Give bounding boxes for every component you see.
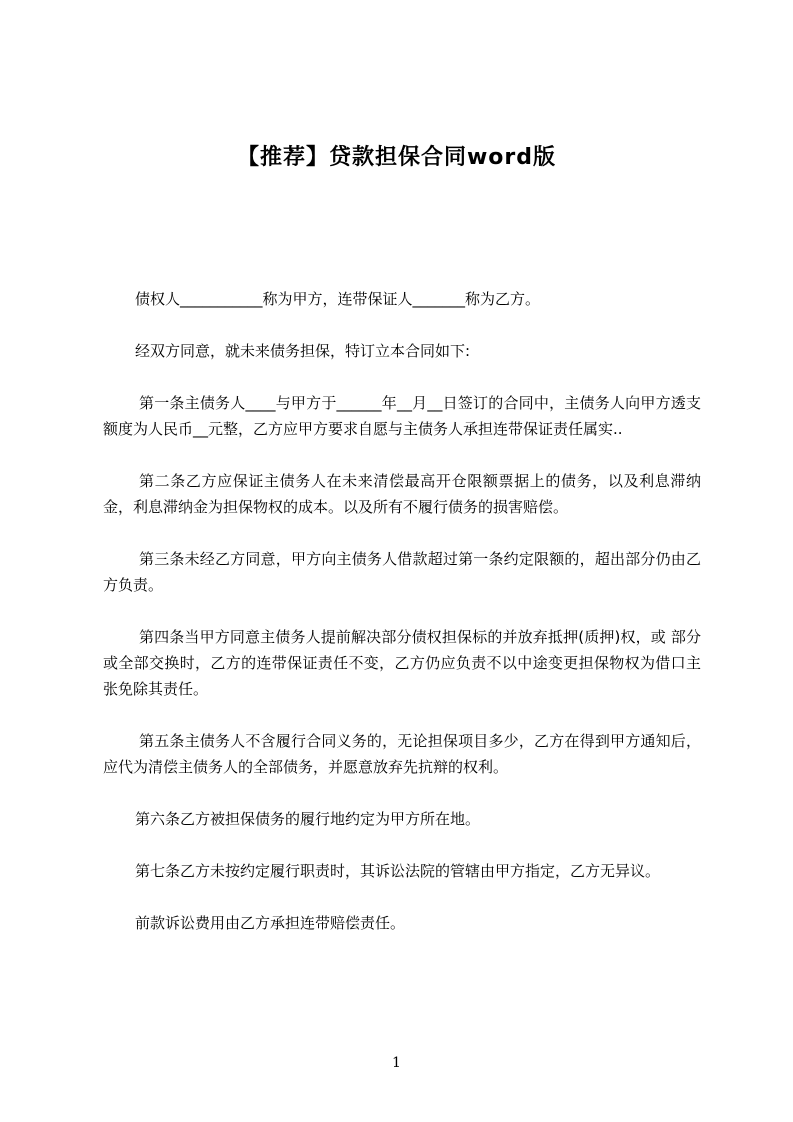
paragraph-article-4: 第四条当甲方同意主债务人提前解决部分债权担保标的并放弃抵押(质押)权，或 部分或全部交换时，乙方的连带保证责任不变，乙方仍应负责不以中途变更担保物权为借口主张免除其责任。 [103,628,701,698]
document-title: 【推荐】贷款担保合同word版 [236,145,557,170]
paragraph-article-1: 第一条主债务人____与甲方于______年__月__日签订的合同中，主债务人向甲方透支额度为人民币__元整，乙方应甲方要求自愿与主债务人承担连带保证责任属实.. [103,394,701,438]
paragraph-article-5: 第五条主债务人不含履行合同义务的，无论担保项目多少，乙方在得到甲方通知后，应代为清偿主债务人的全部债务，并愿意放弃先抗辩的权利。 [103,732,701,776]
page-number: 1 [392,1055,401,1071]
paragraph-article-2: 第二条乙方应保证主债务人在未来清偿最高开仓限额票据上的债务，以及利息滞纳金，利息滞纳金为担保物权的成本。以及所有不履行债务的损害赔偿。 [103,472,701,516]
paragraph-litigation-costs: 前款诉讼费用由乙方承担连带赔偿责任。 [135,914,406,932]
paragraph-agreement: 经双方同意，就未来债务担保，特订立本合同如下: [135,342,471,360]
paragraph-parties: 债权人___________称为甲方，连带保证人_______称为乙方。 [135,290,541,308]
paragraph-article-6: 第六条乙方被担保债务的履行地约定为甲方所在地。 [135,810,481,828]
paragraph-article-7: 第七条乙方未按约定履行职责时，其诉讼法院的管辖由甲方指定，乙方无异议。 [135,862,661,880]
document-body [103,286,701,936]
paragraph-article-3: 第三条未经乙方同意，甲方向主债务人借款超过第一条约定限额的，超出部分仍由乙方负责。 [103,550,701,594]
